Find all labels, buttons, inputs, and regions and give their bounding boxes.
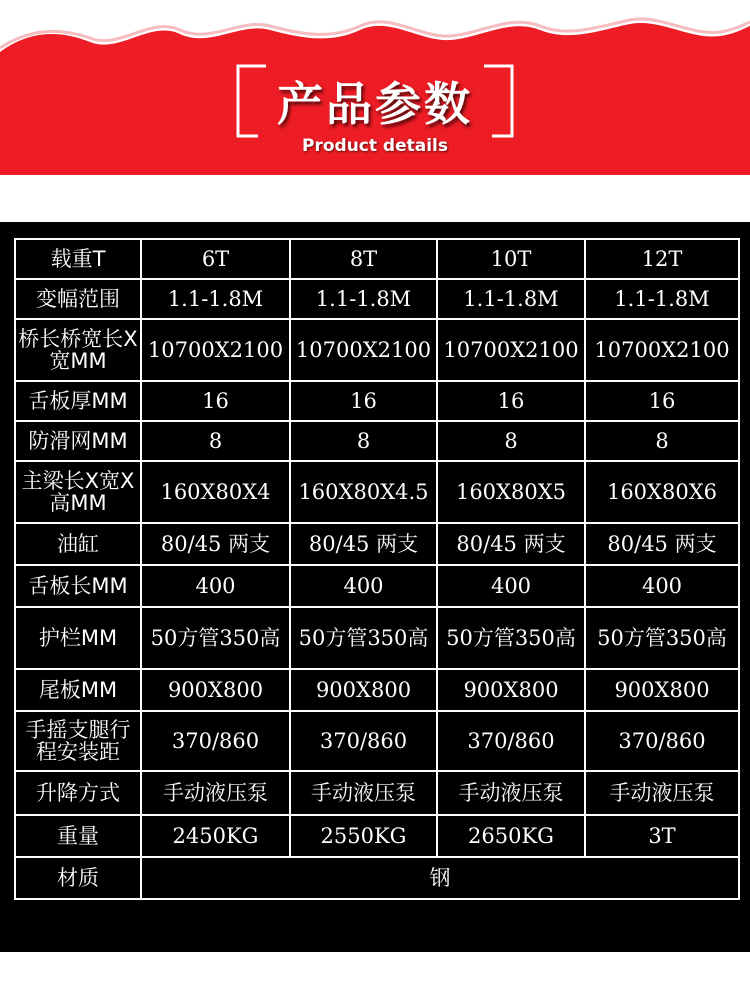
spec-cell: 160X80X4 bbox=[141, 461, 290, 523]
spec-cell: 10700X2100 bbox=[141, 319, 290, 381]
page-subtitle: Product details bbox=[302, 136, 448, 156]
spec-cell: 80/45 两支 bbox=[585, 523, 739, 565]
specs-table bbox=[14, 238, 740, 900]
spec-cell: 370/860 bbox=[437, 711, 585, 771]
spec-cell: 8 bbox=[585, 421, 739, 461]
spec-cell: 10700X2100 bbox=[437, 319, 585, 381]
table-row bbox=[15, 857, 739, 899]
table-row bbox=[15, 319, 739, 381]
spec-cell: 手动液压泵 bbox=[585, 771, 739, 815]
spec-cell: 400 bbox=[585, 565, 739, 607]
spec-cell: 400 bbox=[141, 565, 290, 607]
spec-cell: 手动液压泵 bbox=[141, 771, 290, 815]
spec-cell: 10700X2100 bbox=[290, 319, 437, 381]
spec-cell: 160X80X6 bbox=[585, 461, 739, 523]
header-banner bbox=[0, 0, 750, 175]
table-row bbox=[15, 565, 739, 607]
spec-cell: 1.1-1.8M bbox=[437, 279, 585, 319]
row-label: 桥长桥宽长X宽MM bbox=[15, 319, 141, 381]
row-label: 尾板MM bbox=[15, 669, 141, 711]
row-label: 升降方式 bbox=[15, 771, 141, 815]
spec-cell: 370/860 bbox=[290, 711, 437, 771]
spec-cell: 160X80X4.5 bbox=[290, 461, 437, 523]
spec-cell: 900X800 bbox=[437, 669, 585, 711]
table-row bbox=[15, 523, 739, 565]
spec-cell: 80/45 两支 bbox=[437, 523, 585, 565]
spec-cell: 160X80X5 bbox=[437, 461, 585, 523]
table-row bbox=[15, 607, 739, 669]
specs-panel bbox=[0, 222, 750, 952]
spec-cell: 16 bbox=[585, 381, 739, 421]
spec-cell: 50方管350高 bbox=[290, 607, 437, 669]
spec-cell: 钢 bbox=[141, 857, 739, 899]
spec-cell: 80/45 两支 bbox=[141, 523, 290, 565]
spec-cell: 50方管350高 bbox=[437, 607, 585, 669]
title-frame bbox=[234, 60, 516, 140]
row-label: 主梁长X宽X高MM bbox=[15, 461, 141, 523]
table-row bbox=[15, 461, 739, 523]
row-label: 油缸 bbox=[15, 523, 141, 565]
spec-cell: 1.1-1.8M bbox=[290, 279, 437, 319]
spec-cell: 1.1-1.8M bbox=[585, 279, 739, 319]
table-row bbox=[15, 711, 739, 771]
spec-cell: 16 bbox=[141, 381, 290, 421]
spec-cell: 2550KG bbox=[290, 815, 437, 857]
spec-cell: 8 bbox=[141, 421, 290, 461]
spec-cell: 16 bbox=[437, 381, 585, 421]
row-label: 护栏MM bbox=[15, 607, 141, 669]
row-label: 载重T bbox=[15, 239, 141, 279]
spec-cell: 10700X2100 bbox=[585, 319, 739, 381]
page-title: 产品参数 bbox=[277, 77, 473, 131]
spec-cell: 12T bbox=[585, 239, 739, 279]
row-label: 重量 bbox=[15, 815, 141, 857]
table-row bbox=[15, 381, 739, 421]
spec-cell: 900X800 bbox=[290, 669, 437, 711]
row-label: 手摇支腿行程安装距 bbox=[15, 711, 141, 771]
row-label: 舌板厚MM bbox=[15, 381, 141, 421]
spec-cell: 50方管350高 bbox=[141, 607, 290, 669]
spec-cell: 16 bbox=[290, 381, 437, 421]
row-label: 材质 bbox=[15, 857, 141, 899]
spec-cell: 3T bbox=[585, 815, 739, 857]
table-row bbox=[15, 421, 739, 461]
row-label: 变幅范围 bbox=[15, 279, 141, 319]
table-row bbox=[15, 771, 739, 815]
spec-cell: 手动液压泵 bbox=[437, 771, 585, 815]
spec-cell: 400 bbox=[437, 565, 585, 607]
spec-cell: 400 bbox=[290, 565, 437, 607]
spec-cell: 900X800 bbox=[585, 669, 739, 711]
spec-cell: 2450KG bbox=[141, 815, 290, 857]
table-row bbox=[15, 279, 739, 319]
spec-cell: 50方管350高 bbox=[585, 607, 739, 669]
table-row bbox=[15, 815, 739, 857]
spec-cell: 手动液压泵 bbox=[290, 771, 437, 815]
spec-cell: 10T bbox=[437, 239, 585, 279]
table-row bbox=[15, 669, 739, 711]
table-row bbox=[15, 239, 739, 279]
spec-cell: 8 bbox=[290, 421, 437, 461]
spec-cell: 900X800 bbox=[141, 669, 290, 711]
spec-cell: 2650KG bbox=[437, 815, 585, 857]
row-label: 舌板长MM bbox=[15, 565, 141, 607]
spec-cell: 80/45 两支 bbox=[290, 523, 437, 565]
spec-cell: 370/860 bbox=[585, 711, 739, 771]
row-label: 防滑网MM bbox=[15, 421, 141, 461]
spec-cell: 8T bbox=[290, 239, 437, 279]
spec-cell: 8 bbox=[437, 421, 585, 461]
spec-cell: 370/860 bbox=[141, 711, 290, 771]
spec-cell: 1.1-1.8M bbox=[141, 279, 290, 319]
spec-cell: 6T bbox=[141, 239, 290, 279]
